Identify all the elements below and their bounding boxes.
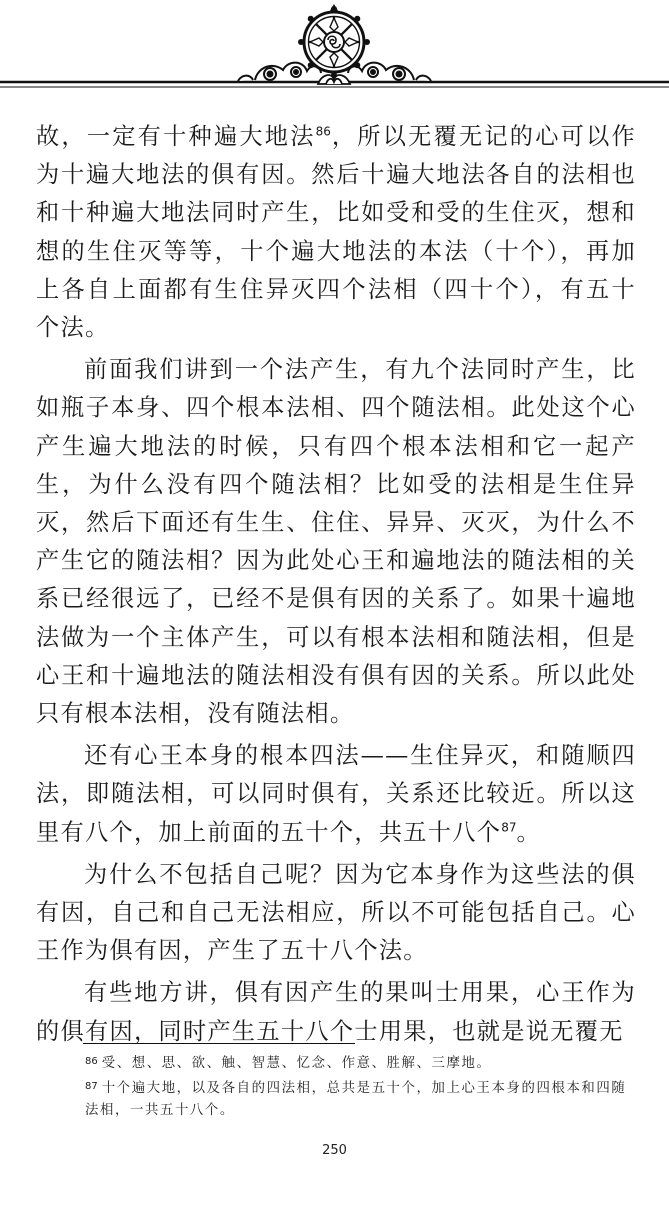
paragraph-text: 还有心王本身的根本四法——生住异灭，和随顺四法，即随法相，可以同时俱有，关系还比较近。所以这里有八个，加上前面的五十个，共五十八个 bbox=[36, 742, 636, 846]
paragraph bbox=[36, 737, 636, 852]
footnote-text: 十个遍大地，以及各自的四法相，总共是五十个，加上心王本身的四根本和四随法相，一共五十八个。 bbox=[85, 1080, 627, 1118]
footnote-number: 86 bbox=[85, 1056, 98, 1067]
footnote bbox=[85, 1051, 633, 1076]
paragraph-text: 有些地方讲，俱有因产生的果叫士用果，心王作为的俱有因，同时产生五十八个士用果，也就是说无覆无 bbox=[36, 979, 636, 1045]
paragraph-text: 前面我们讲到一个法产生，有九个法同时产生，比如瓶子本身、四个根本法相、四个随法相。此处这个心产生遍大地法的时候，只有四个根本法相和它一起产生，为什么没有四个随法相？比如受的法相是生住异灭，然后下面还有生生、住住、异异、灭灭，为什么不产生它的随法相？因为此处心王和遍地法的随法相的关系已经很远了，已经不是俱有因的关系了。如果十遍地法做为一个主体产生，可以有根本法相和随法相，但是心王和十遍地法的随法相没有俱有因的关系。所以此处只有根本法相，没有随法相。 bbox=[36, 356, 636, 728]
cloud-scroll-right-icon bbox=[348, 63, 431, 81]
paragraph bbox=[36, 118, 636, 347]
footnote-number: 87 bbox=[85, 1080, 98, 1092]
body-text bbox=[36, 118, 636, 1051]
paragraph-text: 故，一定有十种遍大地法 bbox=[36, 123, 316, 150]
footnote-text: 受、想、思、欲、触、智慧、忆念、作意、胜解、三摩地。 bbox=[101, 1056, 492, 1071]
dharma-wheel-icon bbox=[298, 6, 370, 78]
footnote-reference: 87 bbox=[501, 819, 517, 834]
paragraph-text: 为什么不包括自己呢？因为它本身作为这些法的俱有因，自己和自己无法相应，所以不可能包括自己。心王作为俱有因，产生了五十八个法。 bbox=[36, 860, 636, 965]
paragraph bbox=[36, 351, 636, 733]
footnote bbox=[85, 1076, 633, 1123]
paragraph-text: 。 bbox=[516, 818, 542, 846]
footnote-reference: 86 bbox=[315, 124, 331, 139]
footnotes bbox=[85, 1051, 633, 1123]
paragraph-text: ，所以无覆无记的心可以作为十遍大地法的俱有因。然后十遍大地法各自的法相也和十种遍大地法同时产生，比如受和受的生住灭，想和想的生住灭等等，十个遍大地法的本法（十个），再加上各自上面都有生住异灭四个法相（四十个），有五十个法。 bbox=[36, 123, 636, 342]
paragraph bbox=[36, 974, 636, 1050]
footnote-divider bbox=[83, 1043, 355, 1044]
paragraph bbox=[36, 856, 636, 971]
header-ornament bbox=[0, 0, 669, 110]
page-number: 250 bbox=[322, 1143, 347, 1158]
